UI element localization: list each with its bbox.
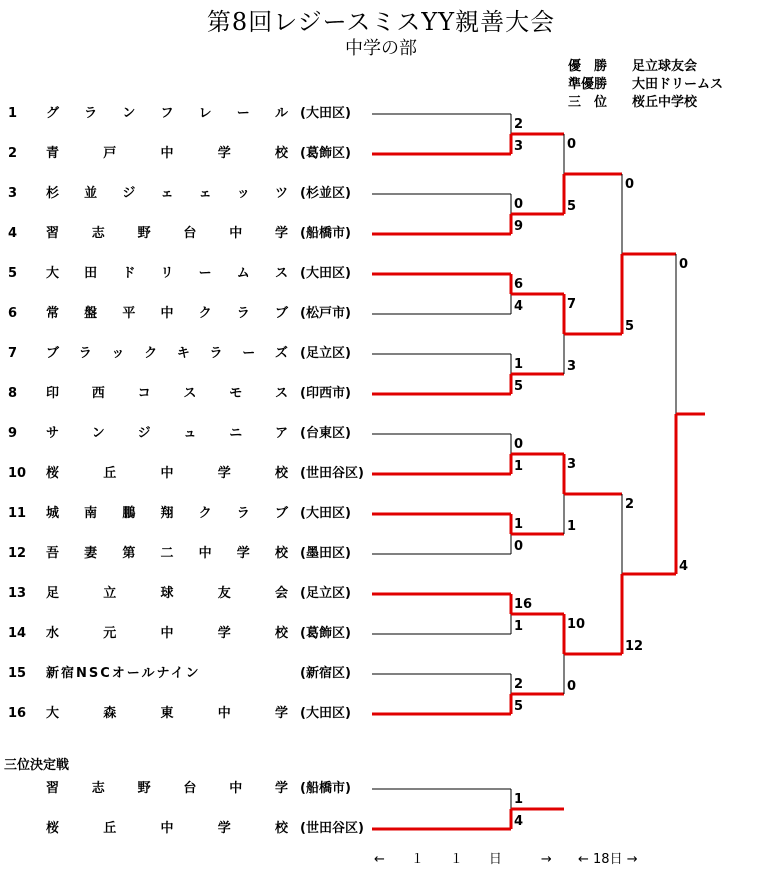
score-label: 0 [514, 197, 524, 212]
score-label: 2 [514, 677, 524, 692]
team-seed-number: 11 [8, 506, 27, 521]
team-seed-number: 10 [8, 466, 27, 481]
score-label: 0 [514, 539, 524, 554]
team-name: 大 田 ド リ ー ム ス [46, 266, 288, 281]
score-label: 1 [514, 619, 524, 634]
score-label: 4 [514, 814, 524, 829]
result-rank: 三 位 [568, 95, 608, 110]
team-region: (船橋市) [300, 781, 351, 796]
page-title: 第8回レジースミスYY親善大会 [206, 8, 556, 36]
score-label: 3 [514, 139, 524, 154]
score-label: 0 [679, 257, 689, 272]
team-seed-number: 2 [8, 146, 18, 161]
score-label: 10 [567, 617, 586, 632]
score-label: 0 [514, 437, 524, 452]
team-seed-number: 4 [8, 226, 18, 241]
result-rank: 優 勝 [568, 59, 608, 74]
team-region: (葛飾区) [300, 146, 351, 161]
team-name: 杉 並 ジ ェ ェ ッ ツ [46, 186, 288, 201]
score-label: 0 [625, 177, 635, 192]
team-region: (世田谷区) [300, 466, 364, 481]
team-seed-number: 7 [8, 346, 18, 361]
score-label: 1 [514, 517, 524, 532]
team-name: サ ン ジ ュ ニ ア [46, 426, 288, 441]
team-region: (新宿区) [300, 666, 351, 681]
team-region: (大田区) [300, 106, 351, 121]
team-region: (印西市) [300, 386, 351, 401]
third-place-label: 三位決定戦 [4, 758, 70, 773]
score-label: 0 [567, 137, 577, 152]
team-seed-number: 16 [8, 706, 27, 721]
team-region: (世田谷区) [300, 821, 364, 836]
team-region: (足立区) [300, 346, 351, 361]
team-seed-number: 13 [8, 586, 27, 601]
team-region: (台東区) [300, 426, 351, 441]
team-region: (杉並区) [300, 186, 351, 201]
score-label: 4 [679, 559, 689, 574]
team-name: 習 志 野 台 中 学 [46, 226, 288, 241]
team-seed-number: 14 [8, 626, 27, 641]
score-label: 2 [514, 117, 524, 132]
team-seed-number: 15 [8, 666, 27, 681]
team-region: (足立区) [300, 586, 351, 601]
score-label: 6 [514, 277, 524, 292]
result-team: 大田ドリームス [632, 77, 724, 92]
score-label: 12 [625, 639, 644, 654]
team-region: (大田区) [300, 506, 351, 521]
team-region: (松戸市) [300, 306, 351, 321]
team-seed-number: 6 [8, 306, 18, 321]
team-name: グ ラ ン フ レ ー ル [46, 106, 288, 121]
team-name: ブ ラ ッ ク キ ラ ー ズ [46, 346, 288, 361]
team-name: 桜 丘 中 学 校 [46, 466, 288, 481]
team-name: 青 戸 中 学 校 [46, 146, 288, 161]
page-subtitle: 中学の部 [345, 38, 417, 59]
score-label: 16 [514, 597, 533, 612]
score-label: 5 [567, 199, 577, 214]
team-name: 常 盤 平 中 ク ラ ブ [46, 306, 288, 321]
team-seed-number: 3 [8, 186, 18, 201]
team-name: 城 南 鵬 翔 ク ラ ブ [46, 506, 288, 521]
score-label: 0 [567, 679, 577, 694]
score-label: 5 [514, 699, 524, 714]
score-label: 1 [567, 519, 577, 534]
score-label: 5 [514, 379, 524, 394]
team-name: 習 志 野 台 中 学 [46, 781, 288, 796]
result-rank: 準優勝 [568, 77, 608, 92]
team-region: (船橋市) [300, 226, 351, 241]
score-label: 1 [514, 459, 524, 474]
team-name: 桜 丘 中 学 校 [46, 821, 288, 836]
score-label: 9 [514, 219, 524, 234]
team-seed-number: 12 [8, 546, 27, 561]
team-name: 新宿NSCオールナイン [46, 666, 201, 681]
team-region: (葛飾区) [300, 626, 351, 641]
score-label: 1 [514, 357, 524, 372]
result-team: 足立球友会 [632, 59, 698, 74]
team-name: 吾 妻 第 二 中 学 校 [46, 546, 288, 561]
team-seed-number: 9 [8, 426, 18, 441]
team-seed-number: 8 [8, 386, 18, 401]
score-label: 4 [514, 299, 524, 314]
footer-day-18: ← 18日 → [578, 852, 638, 867]
team-region: (大田区) [300, 266, 351, 281]
score-label: 3 [567, 457, 577, 472]
score-label: 2 [625, 497, 635, 512]
team-name: 印 西 コ ス モ ス [46, 386, 288, 401]
result-team: 桜丘中学校 [632, 95, 698, 110]
team-region: (墨田区) [300, 546, 351, 561]
team-name: 大 森 東 中 学 [46, 706, 288, 721]
score-label: 3 [567, 359, 577, 374]
score-label: 7 [567, 297, 577, 312]
team-seed-number: 5 [8, 266, 18, 281]
footer-day-11: ← １ １ 日 → [374, 852, 552, 867]
team-name: 足 立 球 友 会 [46, 586, 288, 601]
score-label: 1 [514, 792, 524, 807]
team-name: 水 元 中 学 校 [46, 626, 288, 641]
team-region: (大田区) [300, 706, 351, 721]
team-seed-number: 1 [8, 106, 18, 121]
score-label: 5 [625, 319, 635, 334]
